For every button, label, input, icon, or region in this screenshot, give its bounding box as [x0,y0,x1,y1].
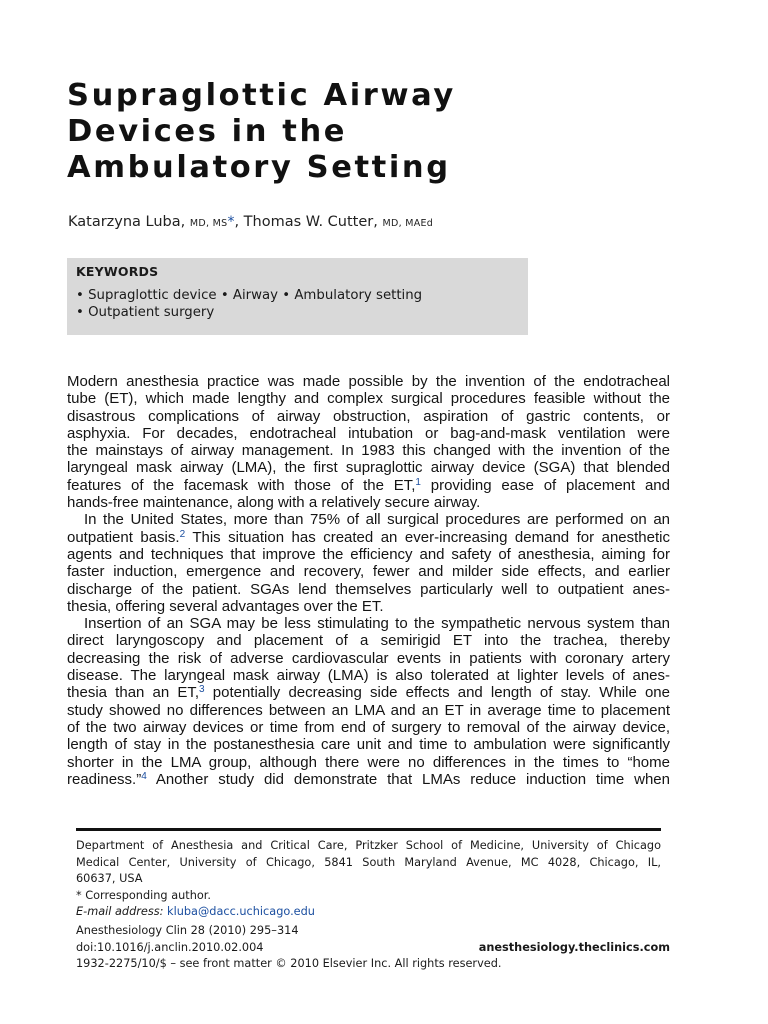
article-body [67,373,670,788]
reference-link-2[interactable]: 2 [179,528,186,540]
keywords-line-1: • Supraglottic device • Airway • Ambulatory setting [76,288,423,303]
text-line [67,684,670,701]
reference-link-4[interactable]: 4 [141,770,147,782]
text-line [67,771,670,788]
text-line [67,477,670,494]
journal-website-link[interactable]: anesthesiology.theclinics.com [478,940,670,954]
text-line: disease. The laryngeal mask airway (LMA) is also tolerated at lighter levels of anes- [67,667,670,685]
author-2-name: Thomas W. Cutter, [243,214,378,230]
article-title [67,78,587,186]
text-line: hands-free maintenance, along with a relatively secure airway. [67,494,481,512]
author-1-degrees: MD, MS [189,218,228,229]
text-line [67,529,670,546]
footnote-divider [76,828,661,831]
text-line: decreasing the risk of adverse cardiovascular events in patients with coronary artery [67,649,670,667]
text-line: thesia, offering several advantages over the ET. [67,597,384,615]
doi-link[interactable]: doi:10.1016/j.anclin.2010.02.004 [76,940,264,954]
text-line: agents and techniques that improve the efficiency and safety of anesthesia, aiming for [67,545,670,563]
text-line: shorter in the LMA group, although there were no differences in the times to “home [67,753,670,771]
journal-info [76,923,670,973]
text-segment: thesia than an ET, [67,684,200,702]
title-line-3: Ambulatory Setting [67,150,451,185]
copyright-line: 1932-2275/10/$ – see front matter © 2010 Elsevier Inc. All rights reserved. [76,957,502,970]
paragraph-3 [67,615,670,788]
author-2-degrees: MD, MAEd [382,218,434,229]
text-line: discharge of the patient. SGAs lend themselves particularly well to outpatient anes- [67,580,670,598]
text-segment: potentially decreasing side effects and length of stay. While one [204,684,670,702]
text-line: Insertion of an SGA may be less stimulating to the sympathetic nervous system than [84,615,670,633]
email-line [76,904,661,921]
journal-citation: Anesthesiology Clin 28 (2010) 295–314 [76,924,299,937]
reference-link-1[interactable]: 1 [415,476,421,488]
affiliation-line-1: Department of Anesthesia and Critical Care, Pritzker School of Medicine, University of Chicago [76,839,661,852]
text-line: length of stay in the postanesthesia care unit and time to ambulation were significantly [67,736,670,754]
text-segment: This situation has created an ever-increasing demand for anesthetic [185,528,670,546]
text-line: of the two airway devices or time from end of surgery to removal of the airway device, [67,718,670,736]
keywords-heading: KEYWORDS [76,264,159,279]
text-line: study showed no differences between an LMA and an ET in average time to placement [67,701,670,719]
author-separator: , [234,214,240,230]
affiliation-footnote [76,838,661,921]
text-segment: features of the facemask with those of the ET, [67,476,416,494]
text-line: tube (ET), which made lengthy and complex surgical procedures feasible without the [67,390,670,408]
keywords-line-2: • Outpatient surgery [76,305,215,320]
text-line: In the United States, more than 75% of all surgical procedures are performed on an [84,511,670,529]
doi-row [76,940,670,957]
text-segment: providing ease of placement and [420,476,670,494]
title-line-1: Supraglottic Airway [67,78,456,113]
text-line: faster induction, emergence and recovery, fewer and milder side effects, and earlier [67,563,670,581]
author-line [68,214,433,230]
text-segment: readiness.” [67,770,142,788]
paragraph-2 [67,511,670,615]
email-link[interactable]: kluba@dacc.uchicago.edu [167,905,315,918]
text-line: disastrous complications of airway obstruction, aspiration of gastric contents, or [67,407,670,425]
email-label: E-mail address: [76,905,164,918]
affiliation-line-2: Medical Center, University of Chicago, 5841 South Maryland Avenue, MC 4028, Chicago, IL, [76,855,661,869]
text-segment: outpatient basis. [67,528,180,546]
text-line: direct laryngoscopy and placement of a semirigid ET into the trachea, thereby [67,632,670,650]
keywords-box [67,258,528,335]
reference-link-3[interactable]: 3 [199,684,205,696]
text-line: Modern anesthesia practice was made possible by the invention of the endotracheal [67,373,670,390]
text-line: laryngeal mask airway (LMA), the first supraglottic airway device (SGA) that blended [67,459,670,477]
corresponding-author-note: * Corresponding author. [76,888,211,902]
author-1-name: Katarzyna Luba, [68,214,186,230]
affiliation-line-3: 60637, USA [76,872,143,885]
text-line: asphyxia. For decades, endotracheal intubation or bag-and-mask ventilation were [67,424,670,442]
corresponding-author-mark[interactable]: * [227,214,235,230]
paragraph-1 [67,373,670,511]
text-segment: Another study did demonstrate that LMAs reduce induction time when [146,770,670,788]
text-line: the mainstays of airway management. In 1983 this changed with the invention of the [67,442,670,460]
title-line-2: Devices in the [67,114,348,149]
